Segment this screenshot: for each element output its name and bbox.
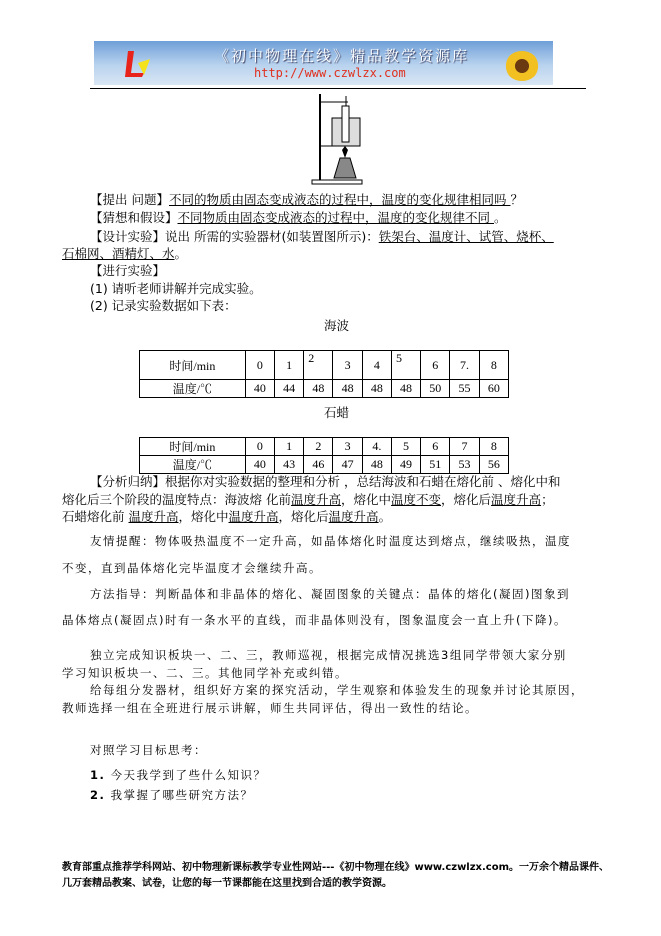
table-cell: 7.	[450, 351, 479, 380]
text-line	[90, 298, 590, 314]
apparatus-figure	[308, 92, 368, 186]
text-segment: 【进行实验】	[90, 263, 166, 278]
answer-text: 不同的物质由固态变成液态的过程中，温度的变化规律相同吗	[168, 192, 511, 207]
text-line	[90, 192, 590, 208]
table-cell: 6	[421, 438, 450, 456]
reflect-item	[90, 787, 590, 803]
tips-line: 晶体熔点(凝固点)时有一条水平的直线，而非晶体则没有，图象温度会一直上升(下降)。	[62, 613, 567, 627]
text-segment: 熔化后三个阶段的温度特点：海波熔 化前	[62, 492, 291, 507]
table-cell: 1	[275, 438, 304, 456]
item-number: 1.	[90, 768, 106, 782]
text-segment: 【分析归纳】根据你对实验数据的整理和分析 ，总结海波和石蜡在熔化前 、熔化中和	[90, 474, 561, 489]
text-segment: ，熔化后	[441, 492, 492, 507]
table-cell: 60	[479, 380, 508, 398]
text-segment: 【设计实验】说出 所需的实验器材(如装置图所示)：	[90, 229, 379, 244]
site-banner	[94, 41, 553, 85]
table-cell: 56	[479, 456, 508, 474]
footer-line: 教育部重点推荐学科网站、初中物理新课标教学专业性网站---《初中物理在线》www.czwlzx.com。一万余个精品课件、	[62, 862, 610, 873]
header-cell: 温度/℃	[140, 380, 246, 398]
table1-caption: 海波	[324, 318, 350, 333]
tips-line: 友情提醒：物体吸热温度不一定升高，如晶体熔化时温度达到熔点，继续吸热，温度	[90, 534, 571, 548]
text-segment: (1) 请听老师讲解并完成实验。	[90, 281, 262, 296]
table-cell: 8	[479, 438, 508, 456]
table-cell: 40	[245, 380, 274, 398]
text-segment: 。	[378, 509, 392, 524]
answer-text: 不同物质由固态变成液态的过程中，温度的变化规律不同	[177, 210, 494, 225]
activity-line: 学习知识板块一、二、三。其他同学补充或纠错。	[62, 666, 348, 680]
table-cell: 2	[304, 438, 333, 456]
text-line	[62, 509, 562, 525]
activity-line: 教师选择一组在全班进行展示讲解，师生共同评估，得出一致性的结论。	[62, 701, 478, 715]
text-segment: ，熔化后	[278, 509, 329, 524]
answer-text: 铁架台、温度计、试管、烧杯、	[378, 229, 554, 244]
text-line	[90, 281, 590, 297]
text-segment: ；	[541, 492, 554, 507]
banner-title: 《初中物理在线》精品教学资源库	[214, 47, 470, 65]
haibo-data-table	[139, 350, 509, 398]
table-cell: 6	[421, 351, 450, 380]
text-segment: 【提出 问题】	[90, 192, 169, 207]
table-cell: 49	[391, 456, 420, 474]
table-cell: 1	[275, 351, 304, 380]
table-cell: 40	[245, 456, 274, 474]
table-cell: 48	[362, 456, 391, 474]
table-cell: 50	[421, 380, 450, 398]
table-cell: 3	[333, 438, 362, 456]
table-cell: 5	[391, 438, 420, 456]
shila-data-table	[139, 437, 509, 474]
logo-icon	[122, 49, 152, 79]
item-text: 我掌握了哪些研究方法？	[110, 788, 254, 802]
activity-line: 给每组分发器材，组织好方案的探究活动，学生观察和体验发生的现象并讨论其原因，	[90, 683, 584, 697]
table-cell: 55	[450, 380, 479, 398]
text-segment: (2) 记录实验数据如下表：	[90, 298, 237, 313]
text-segment: 。	[174, 246, 188, 261]
tips-line: 方法指导：判断晶体和非晶体的熔化、凝固图象的关键点：晶体的熔化(凝固)图象到	[90, 587, 570, 601]
table-cell: 44	[275, 380, 304, 398]
tips-line: 不变，直到晶体熔化完毕温度才会继续升高。	[62, 561, 322, 575]
text-segment: ，熔化中	[341, 492, 392, 507]
text-segment: 石蜡熔化前	[62, 509, 129, 524]
text-line	[90, 263, 590, 279]
reflect-item	[90, 767, 590, 783]
table-cell: 3	[333, 351, 362, 380]
text-line	[90, 229, 590, 245]
answer-text: 温度升高	[128, 509, 179, 524]
header-cell: 温度/℃	[140, 456, 246, 474]
answer-text: 温度不变	[391, 492, 442, 507]
table-cell: 0	[245, 438, 274, 456]
text-segment: ？	[510, 192, 523, 207]
activity-line: 独立完成知识板块一、二、三，教师巡视，根据完成情况挑选3组同学带领大家分别	[90, 648, 567, 662]
table-cell: 51	[421, 456, 450, 474]
text-segment: ，熔化中	[178, 509, 229, 524]
answer-text: 温度升高	[491, 492, 542, 507]
header-cell: 时间/min	[140, 438, 246, 456]
item-text: 今天我学到了些什么知识？	[110, 768, 267, 782]
text-line	[90, 474, 590, 490]
text-segment: 【猜想和假设】	[90, 210, 178, 225]
table-cell: 43	[275, 456, 304, 474]
sunflower-icon	[505, 51, 539, 81]
footer-line: 几万套精品教案、试卷，让您的每一节课都能在这里找到合适的教学资源。	[62, 878, 392, 889]
header-divider	[90, 88, 586, 89]
table-cell: 0	[245, 351, 274, 380]
text-line	[62, 492, 562, 508]
table-cell: 2	[304, 351, 333, 380]
table-cell: 53	[450, 456, 479, 474]
table-cell: 46	[304, 456, 333, 474]
answer-text: 温度升高	[290, 492, 341, 507]
table-cell: 8	[479, 351, 508, 380]
table-cell: 48	[304, 380, 333, 398]
answer-text: 温度升高	[228, 509, 279, 524]
text-segment: 。	[494, 210, 507, 225]
answer-text: 石棉网、酒精灯、水	[62, 246, 175, 261]
answer-text: 温度升高	[328, 509, 379, 524]
reflect-title: 对照学习目标思考：	[90, 743, 207, 757]
table-cell: 48	[391, 380, 420, 398]
table-cell: 48	[333, 380, 362, 398]
table-cell: 48	[362, 380, 391, 398]
table-cell: 5	[391, 351, 420, 380]
banner-url: http://www.czwlzx.com	[254, 66, 406, 80]
table-cell: 4	[362, 351, 391, 380]
header-cell: 时间/min	[140, 351, 246, 380]
table-cell: 7	[450, 438, 479, 456]
table2-caption: 石蜡	[324, 405, 350, 420]
table-cell: 47	[333, 456, 362, 474]
item-number: 2.	[90, 788, 106, 802]
text-line	[90, 210, 590, 226]
table-cell: 4.	[362, 438, 391, 456]
text-line	[62, 246, 562, 262]
